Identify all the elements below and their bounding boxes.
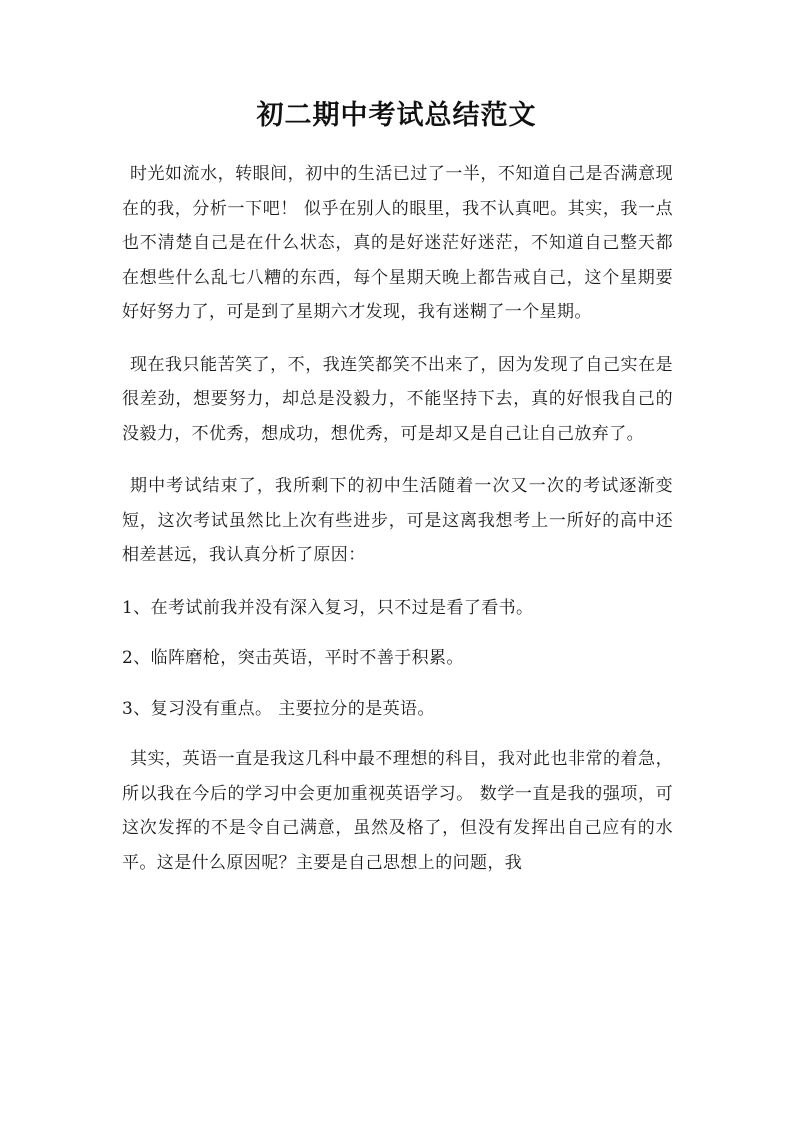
document-body [122, 157, 673, 898]
document-title: 初二期中考试总结范文 [256, 100, 537, 131]
paragraph-2: 现在我只能苦笑了，不，我连笑都笑不出来了，因为发现了自己实在是很差劲，想要努力，却总是没毅力，不能坚持下去，真的好恨我自己的没毅力，不优秀，想成功，想优秀，可是却又是自己让自己放弃了。 [122, 354, 673, 444]
paragraph-1: 时光如流水，转眼间，初中的生活已过了一半，不知道自己是否满意现在的我，分析一下吧！ 似乎在别人的眼里，我不认真吧。其实，我一点也不清楚自己是在什么状态，真的是好迷茫好迷茫，不知道自己整天都在想些什么乱七八糟的东西，每个星期天晚上都告戒自己，这个星期要好好努力了，可是到了星期六才发现，我有迷糊了一个星期。 [122, 164, 673, 322]
list-item-3: 3、复习没有重点。 主要拉分的是英语。 [122, 698, 435, 719]
list-item-2: 2、临阵磨枪，突击英语，平时不善于积累。 [122, 648, 464, 668]
paragraph-4: 其实，英语一直是我这几科中最不理想的科目，我对此也非常的着急，所以我在今后的学习中会更加重视英语学习。 数学一直是我的强项，可这次发挥的不是令自己满意，虽然及格了，但没有发挥出自己应有的水平。这是什么原因呢？主要是自己思想上的问题，我 [122, 749, 673, 873]
paragraph-3: 期中考试结束了，我所剩下的初中生活随着一次又一次的考试逐渐变短，这次考试虽然比上次有些进步，可是这离我想考上一所好的高中还相差甚远，我认真分析了原因： [122, 476, 673, 565]
list-item-1: 1、在考试前我并没有深入复习，只不过是看了看书。 [122, 597, 534, 618]
